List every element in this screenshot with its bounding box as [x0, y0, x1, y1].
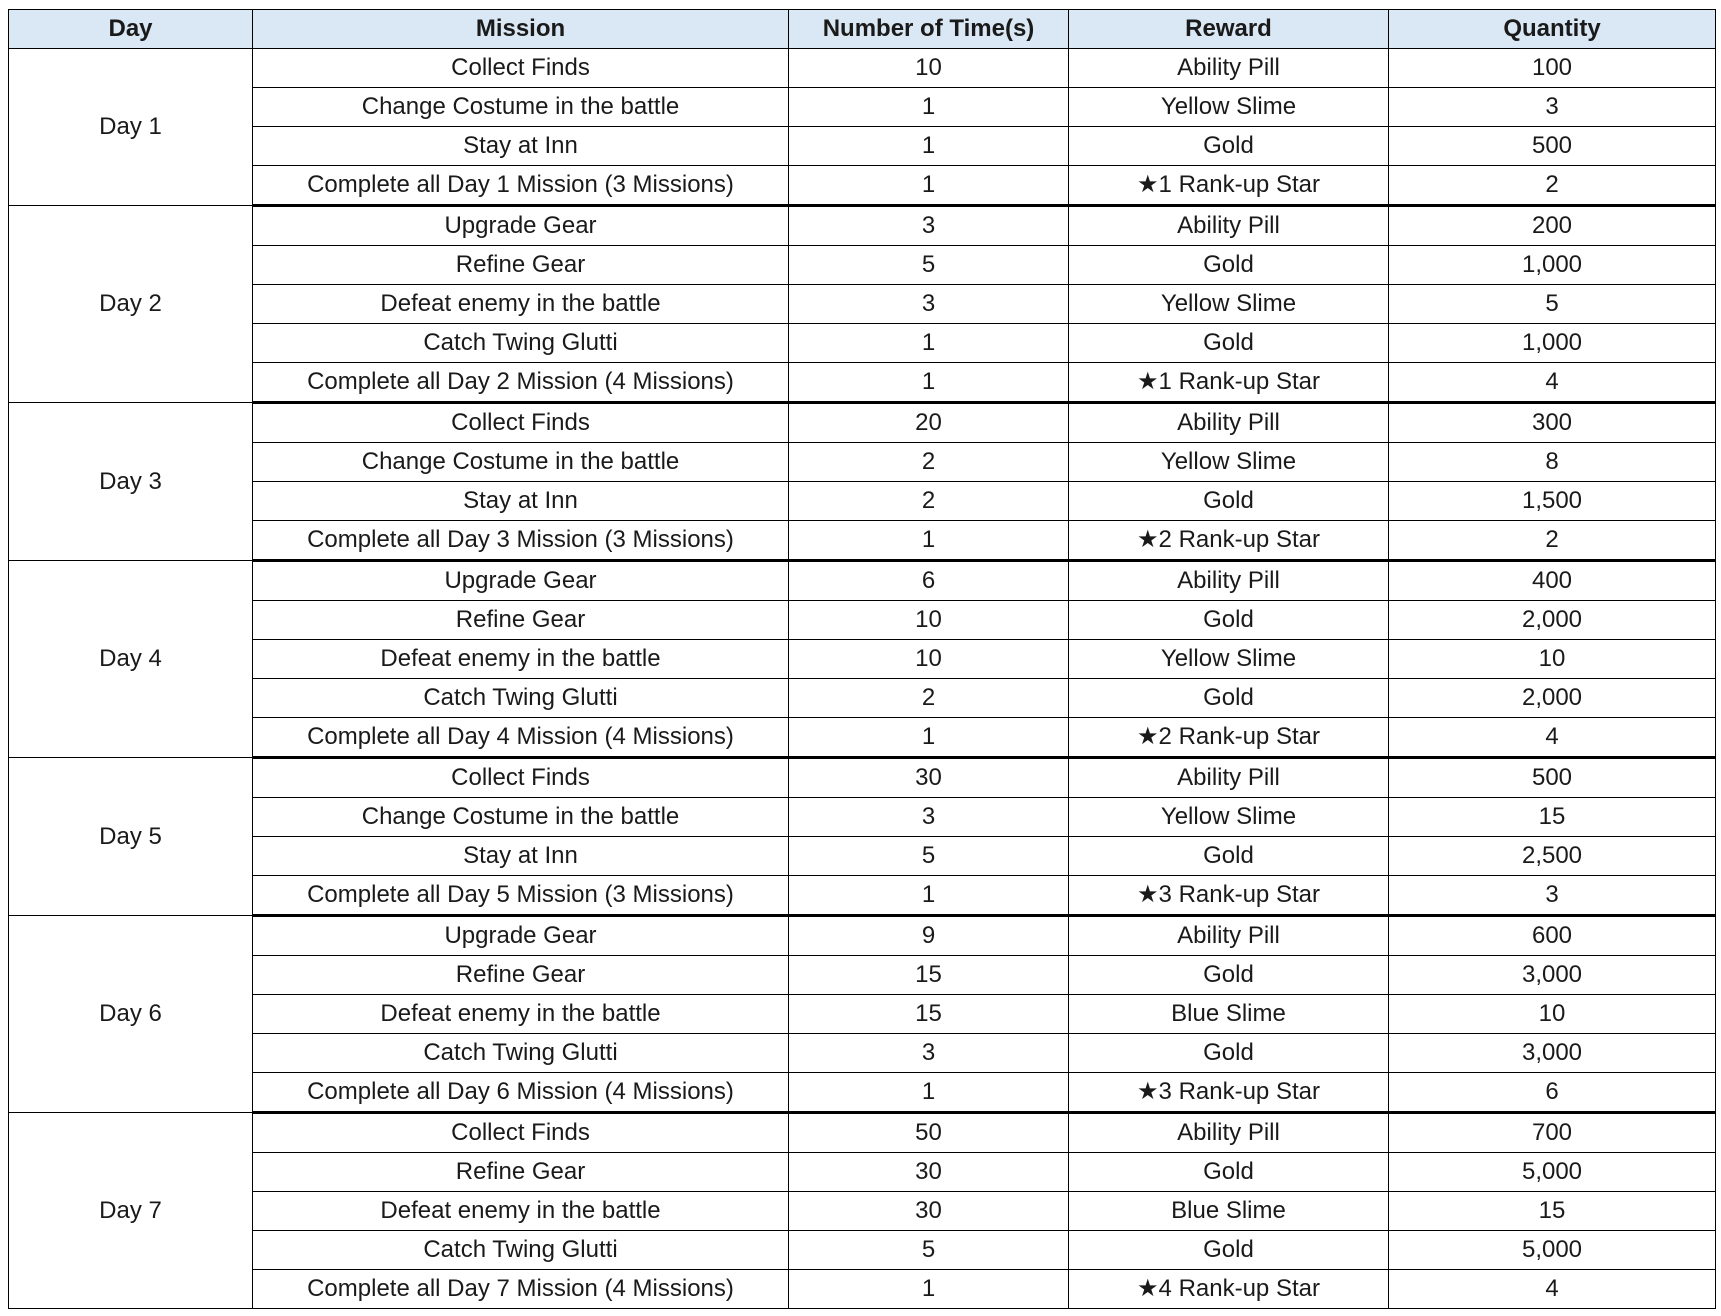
reward-label: 2 Rank-up Star — [1158, 526, 1320, 553]
table-row — [9, 758, 1716, 798]
quantity-cell: 6 — [1389, 1073, 1716, 1113]
quantity-cell: 5 — [1389, 285, 1716, 324]
reward-label: Ability Pill — [1177, 409, 1280, 436]
reward-cell — [1069, 206, 1389, 246]
reward-cell — [1069, 758, 1389, 798]
reward-label: Ability Pill — [1177, 764, 1280, 791]
quantity-cell: 100 — [1389, 49, 1716, 88]
quantity-cell: 8 — [1389, 443, 1716, 482]
times-cell: 10 — [789, 49, 1069, 88]
reward-cell — [1069, 1153, 1389, 1192]
reward-cell — [1069, 521, 1389, 561]
quantity-cell: 500 — [1389, 127, 1716, 166]
mission-cell: Refine Gear — [253, 246, 789, 285]
mission-cell: Stay at Inn — [253, 127, 789, 166]
reward-label: 3 Rank-up Star — [1158, 881, 1320, 908]
reward-cell — [1069, 285, 1389, 324]
reward-label: Yellow Slime — [1160, 448, 1297, 475]
reward-label: 4 Rank-up Star — [1158, 1275, 1320, 1302]
table-row — [9, 324, 1716, 363]
reward-label: Yellow Slime — [1160, 645, 1297, 672]
reward-cell — [1069, 679, 1389, 718]
mission-cell: Upgrade Gear — [253, 206, 789, 246]
quantity-cell: 5,000 — [1389, 1231, 1716, 1270]
table-row — [9, 1073, 1716, 1113]
quantity-cell: 3,000 — [1389, 956, 1716, 995]
table-row — [9, 521, 1716, 561]
reward-cell — [1069, 640, 1389, 679]
times-cell: 1 — [789, 88, 1069, 127]
quantity-cell: 2,000 — [1389, 601, 1716, 640]
day-label: Day 7 — [9, 1113, 253, 1309]
table-row — [9, 403, 1716, 443]
reward-cell — [1069, 324, 1389, 363]
table-row — [9, 1153, 1716, 1192]
times-cell: 10 — [789, 640, 1069, 679]
reward-label: Gold — [1203, 329, 1254, 356]
mission-cell: Complete all Day 7 Mission (4 Missions) — [253, 1270, 789, 1309]
table-row — [9, 601, 1716, 640]
quantity-cell: 500 — [1389, 758, 1716, 798]
table-row — [9, 640, 1716, 679]
table-row — [9, 246, 1716, 285]
mission-cell: Change Costume in the battle — [253, 88, 789, 127]
reward-cell — [1069, 876, 1389, 916]
table-row — [9, 561, 1716, 601]
star-icon: ★ — [1137, 1275, 1159, 1302]
day-label: Day 5 — [9, 758, 253, 916]
day-label: Day 1 — [9, 49, 253, 206]
times-cell: 1 — [789, 127, 1069, 166]
day-label: Day 3 — [9, 403, 253, 561]
reward-label: Ability Pill — [1177, 54, 1280, 81]
reward-label: 1 Rank-up Star — [1158, 368, 1320, 395]
quantity-cell: 15 — [1389, 1192, 1716, 1231]
times-cell: 2 — [789, 443, 1069, 482]
reward-cell — [1069, 995, 1389, 1034]
reward-label: 2 Rank-up Star — [1158, 723, 1320, 750]
times-cell: 30 — [789, 758, 1069, 798]
table-row — [9, 1113, 1716, 1153]
table-row — [9, 956, 1716, 995]
quantity-cell: 2 — [1389, 166, 1716, 206]
times-cell: 6 — [789, 561, 1069, 601]
reward-label: Ability Pill — [1177, 922, 1280, 949]
reward-cell — [1069, 403, 1389, 443]
times-cell: 1 — [789, 876, 1069, 916]
mission-cell: Catch Twing Glutti — [253, 1034, 789, 1073]
times-cell: 1 — [789, 166, 1069, 206]
day-label: Day 4 — [9, 561, 253, 758]
reward-label: Yellow Slime — [1160, 803, 1297, 830]
times-cell: 15 — [789, 956, 1069, 995]
table-row — [9, 837, 1716, 876]
table-row — [9, 1034, 1716, 1073]
table-row — [9, 482, 1716, 521]
mission-cell: Defeat enemy in the battle — [253, 995, 789, 1034]
table-body — [9, 49, 1716, 1309]
reward-label: Yellow Slime — [1160, 93, 1297, 120]
reward-cell — [1069, 956, 1389, 995]
quantity-cell: 4 — [1389, 1270, 1716, 1309]
reward-label: Gold — [1203, 1039, 1254, 1066]
quantity-cell: 1,000 — [1389, 324, 1716, 363]
reward-cell — [1069, 49, 1389, 88]
quantity-cell: 15 — [1389, 798, 1716, 837]
mission-cell: Complete all Day 4 Mission (4 Missions) — [253, 718, 789, 758]
times-cell: 1 — [789, 521, 1069, 561]
times-cell: 5 — [789, 246, 1069, 285]
mission-cell: Collect Finds — [253, 758, 789, 798]
quantity-cell: 2 — [1389, 521, 1716, 561]
reward-label: Ability Pill — [1177, 1119, 1280, 1146]
reward-label: Gold — [1203, 1236, 1254, 1263]
mission-cell: Refine Gear — [253, 956, 789, 995]
times-cell: 5 — [789, 1231, 1069, 1270]
mission-cell: Change Costume in the battle — [253, 798, 789, 837]
times-cell: 5 — [789, 837, 1069, 876]
reward-label: Gold — [1203, 487, 1254, 514]
reward-cell — [1069, 916, 1389, 956]
quantity-cell: 10 — [1389, 640, 1716, 679]
mission-cell: Collect Finds — [253, 49, 789, 88]
times-cell: 15 — [789, 995, 1069, 1034]
mission-cell: Complete all Day 3 Mission (3 Missions) — [253, 521, 789, 561]
mission-cell: Catch Twing Glutti — [253, 1231, 789, 1270]
header-quantity: Quantity — [1389, 10, 1716, 49]
times-cell: 2 — [789, 679, 1069, 718]
quantity-cell: 3,000 — [1389, 1034, 1716, 1073]
mission-cell: Upgrade Gear — [253, 916, 789, 956]
reward-label: Gold — [1203, 842, 1254, 869]
reward-cell — [1069, 1113, 1389, 1153]
times-cell: 1 — [789, 363, 1069, 403]
mission-cell: Defeat enemy in the battle — [253, 640, 789, 679]
times-cell: 30 — [789, 1192, 1069, 1231]
reward-cell — [1069, 561, 1389, 601]
table-row — [9, 679, 1716, 718]
mission-cell: Stay at Inn — [253, 482, 789, 521]
table-row — [9, 718, 1716, 758]
header-day: Day — [9, 10, 253, 49]
mission-cell: Catch Twing Glutti — [253, 679, 789, 718]
table-row — [9, 876, 1716, 916]
star-icon: ★ — [1137, 1078, 1159, 1105]
mission-cell: Refine Gear — [253, 601, 789, 640]
reward-label: Blue Slime — [1171, 1000, 1286, 1027]
table-row — [9, 166, 1716, 206]
reward-cell — [1069, 601, 1389, 640]
table-row — [9, 206, 1716, 246]
mission-cell: Catch Twing Glutti — [253, 324, 789, 363]
reward-label: Yellow Slime — [1160, 290, 1297, 317]
quantity-cell: 400 — [1389, 561, 1716, 601]
quantity-cell: 3 — [1389, 88, 1716, 127]
mission-cell: Stay at Inn — [253, 837, 789, 876]
quantity-cell: 200 — [1389, 206, 1716, 246]
star-icon: ★ — [1137, 881, 1159, 908]
quantity-cell: 4 — [1389, 718, 1716, 758]
quantity-cell: 1,500 — [1389, 482, 1716, 521]
reward-label: Ability Pill — [1177, 212, 1280, 239]
quantity-cell: 2,000 — [1389, 679, 1716, 718]
reward-label: Gold — [1203, 961, 1254, 988]
star-icon: ★ — [1137, 171, 1159, 198]
reward-cell — [1069, 837, 1389, 876]
mission-cell: Complete all Day 2 Mission (4 Missions) — [253, 363, 789, 403]
quantity-cell: 2,500 — [1389, 837, 1716, 876]
table-row — [9, 88, 1716, 127]
times-cell: 1 — [789, 1073, 1069, 1113]
reward-cell — [1069, 482, 1389, 521]
mission-cell: Change Costume in the battle — [253, 443, 789, 482]
day-label: Day 6 — [9, 916, 253, 1113]
mission-cell: Upgrade Gear — [253, 561, 789, 601]
mission-cell: Defeat enemy in the battle — [253, 285, 789, 324]
reward-cell — [1069, 718, 1389, 758]
table-header-row — [9, 10, 1716, 49]
reward-label: Gold — [1203, 132, 1254, 159]
reward-cell — [1069, 1034, 1389, 1073]
reward-cell — [1069, 363, 1389, 403]
reward-cell — [1069, 1192, 1389, 1231]
reward-cell — [1069, 127, 1389, 166]
times-cell: 1 — [789, 324, 1069, 363]
reward-label: Gold — [1203, 606, 1254, 633]
table-row — [9, 443, 1716, 482]
table-row — [9, 916, 1716, 956]
mission-cell: Complete all Day 5 Mission (3 Missions) — [253, 876, 789, 916]
times-cell: 50 — [789, 1113, 1069, 1153]
header-reward: Reward — [1069, 10, 1389, 49]
quantity-cell: 4 — [1389, 363, 1716, 403]
reward-cell — [1069, 1073, 1389, 1113]
reward-cell — [1069, 1270, 1389, 1309]
quantity-cell: 10 — [1389, 995, 1716, 1034]
header-number-of-times: Number of Time(s) — [789, 10, 1069, 49]
times-cell: 10 — [789, 601, 1069, 640]
star-icon: ★ — [1137, 526, 1159, 553]
table-row — [9, 1270, 1716, 1309]
mission-cell: Collect Finds — [253, 1113, 789, 1153]
reward-cell — [1069, 443, 1389, 482]
mission-reward-table — [8, 9, 1716, 1309]
reward-label: Blue Slime — [1171, 1197, 1286, 1224]
mission-cell: Refine Gear — [253, 1153, 789, 1192]
reward-cell — [1069, 798, 1389, 837]
reward-label: Gold — [1203, 684, 1254, 711]
mission-cell: Defeat enemy in the battle — [253, 1192, 789, 1231]
quantity-cell: 3 — [1389, 876, 1716, 916]
mission-cell: Complete all Day 6 Mission (4 Missions) — [253, 1073, 789, 1113]
table-row — [9, 798, 1716, 837]
table-row — [9, 995, 1716, 1034]
reward-cell — [1069, 246, 1389, 285]
reward-cell — [1069, 1231, 1389, 1270]
times-cell: 30 — [789, 1153, 1069, 1192]
header-mission: Mission — [253, 10, 789, 49]
quantity-cell: 5,000 — [1389, 1153, 1716, 1192]
quantity-cell: 600 — [1389, 916, 1716, 956]
reward-cell — [1069, 88, 1389, 127]
times-cell: 1 — [789, 718, 1069, 758]
star-icon: ★ — [1137, 723, 1159, 750]
times-cell: 20 — [789, 403, 1069, 443]
table-row — [9, 285, 1716, 324]
star-icon: ★ — [1137, 368, 1159, 395]
table-row — [9, 127, 1716, 166]
reward-label: Gold — [1203, 251, 1254, 278]
table-row — [9, 1192, 1716, 1231]
times-cell: 1 — [789, 1270, 1069, 1309]
times-cell: 9 — [789, 916, 1069, 956]
quantity-cell: 700 — [1389, 1113, 1716, 1153]
times-cell: 3 — [789, 1034, 1069, 1073]
quantity-cell: 1,000 — [1389, 246, 1716, 285]
reward-label: 3 Rank-up Star — [1158, 1078, 1320, 1105]
reward-label: 1 Rank-up Star — [1158, 171, 1320, 198]
times-cell: 3 — [789, 206, 1069, 246]
reward-label: Ability Pill — [1177, 567, 1280, 594]
mission-cell: Collect Finds — [253, 403, 789, 443]
table-row — [9, 1231, 1716, 1270]
table-row — [9, 363, 1716, 403]
day-label: Day 2 — [9, 206, 253, 403]
times-cell: 3 — [789, 285, 1069, 324]
quantity-cell: 300 — [1389, 403, 1716, 443]
times-cell: 3 — [789, 798, 1069, 837]
table-row — [9, 49, 1716, 88]
mission-cell: Complete all Day 1 Mission (3 Missions) — [253, 166, 789, 206]
reward-cell — [1069, 166, 1389, 206]
reward-label: Gold — [1203, 1158, 1254, 1185]
times-cell: 2 — [789, 482, 1069, 521]
